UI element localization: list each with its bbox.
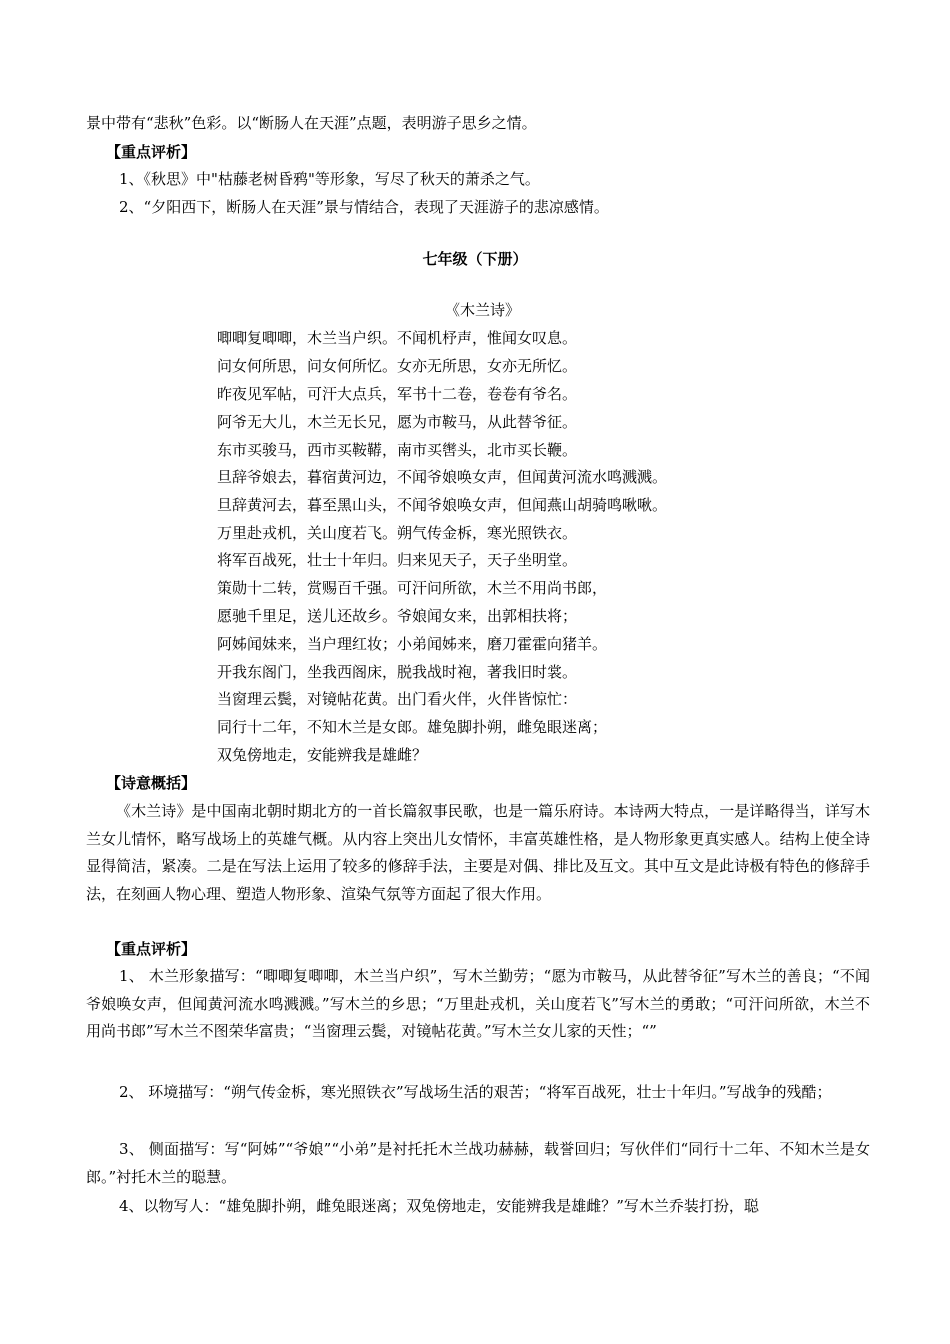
section-title: 七年级（下册） — [422, 250, 528, 268]
analysis-item-4: 4、以物写人：“雄兔脚扑朔，雌兔眼迷离；双兔傍地走，安能辨我是雄雌？”写木兰乔装打扮，聪 — [119, 1197, 759, 1215]
key-analysis-heading: 【重点评析】 — [106, 940, 197, 958]
poem-line: 阿姊闻妹来，当户理红妆；小弟闻姊来，磨刀霍霍向猪羊。 — [217, 635, 608, 653]
key-analysis-item-2: 2、“夕阳西下，断肠人在天涯”景与情结合，表现了天涯游子的悲凉感情。 — [119, 198, 609, 216]
poem-line: 愿驰千里足，送儿还故乡。爷娘闻女来，出郭相扶将； — [217, 607, 578, 625]
poem-line: 将军百战死，壮士十年归。归来见天子，天子坐明堂。 — [217, 551, 578, 569]
poem-summary-text: 《木兰诗》是中国南北朝时期北方的一首长篇叙事民歌，也是一篇乐府诗。本诗两大特点，一是详略得当，详写木兰女儿情怀，略写战场上的英雄气概。从内容上突出儿女情怀，丰富英雄性格，是人物形象更真实感人。结构上使全诗显得简洁，紧凑。二是在写法上运用了较多的修辞手法，主要是对偶、排比及互文。其中互文是此诗极有特色的修辞手法，在刻画人物心理、塑造人物形象、渲染气氛等方面起了很大作用。 — [86, 802, 870, 904]
poem-line: 问女何所思，问女何所忆。女亦无所思，女亦无所忆。 — [217, 357, 578, 375]
key-analysis-item-1: 1、《秋思》中"枯藤老树昏鸦"等形象，写尽了秋天的萧杀之气。 — [119, 170, 540, 188]
poem-line: 唧唧复唧唧，木兰当户织。不闻机杼声，惟闻女叹息。 — [217, 329, 578, 347]
poem-line: 万里赴戎机，关山度若飞。朔气传金柝，寒光照铁衣。 — [217, 524, 578, 542]
poem-line: 双兔傍地走，安能辨我是雄雌？ — [217, 746, 428, 764]
poem-line: 昨夜见军帖，可汗大点兵，军书十二卷，卷卷有爷名。 — [217, 385, 578, 403]
poem-line: 旦辞黄河去，暮至黑山头，不闻爷娘唤女声，但闻燕山胡骑鸣啾啾。 — [217, 496, 668, 514]
poem-summary-heading: 【诗意概括】 — [106, 774, 197, 792]
poem-line: 当窗理云鬓，对镜帖花黄。出门看火伴，火伴皆惊忙： — [217, 690, 578, 708]
key-analysis-heading-top: 【重点评析】 — [106, 143, 197, 161]
poem-line: 策勋十二转，赏赐百千强。可汗问所欲，木兰不用尚书郎， — [217, 579, 608, 597]
poem-line: 阿爷无大儿，木兰无长兄，愿为市鞍马，从此替爷征。 — [217, 413, 578, 431]
poem-title: 《木兰诗》 — [445, 301, 521, 319]
poem-line: 同行十二年，不知木兰是女郎。雄兔脚扑朔，雌兔眼迷离； — [217, 718, 608, 736]
poem-line: 旦辞爷娘去，暮宿黄河边，不闻爷娘唤女声，但闻黄河流水鸣溅溅。 — [217, 468, 668, 486]
intro-line: 景中带有“悲秋”色彩。以“断肠人在天涯”点题，表明游子思乡之情。 — [86, 114, 537, 132]
poem-line: 开我东阁门，坐我西阁床，脱我战时袍，著我旧时裳。 — [217, 663, 578, 681]
analysis-item-1: 1、 木兰形象描写：“唧唧复唧唧，木兰当户织”，写木兰勤劳；“愿为市鞍马，从此替爷征”写木兰的善良；“不闻爷娘唤女声，但闻黄河流水鸣溅溅。”写木兰的乡思；“万里赴戎机，关山度若飞”写木兰的勇敢；“可汗问所欲，木兰不用尚书郎”写木兰不图荣华富贵；“当窗理云鬓，对镜帖花黄。”写木兰女儿家的天性；“” — [86, 967, 870, 1041]
analysis-item-3: 3、 侧面描写：写“阿姊”“爷娘”“小弟”是衬托托木兰战功赫赫，载誉回归；写伙伴们“同行十二年、不知木兰是女郎。”衬托木兰的聪慧。 — [86, 1140, 870, 1186]
analysis-item-2: 2、 环境描写：“朔气传金柝，寒光照铁衣”写战场生活的艰苦；“将军百战死，壮士十年归。”写战争的残酷； — [119, 1083, 832, 1101]
poem-line: 东市买骏马，西市买鞍鞯，南市买辔头，北市买长鞭。 — [217, 441, 578, 459]
